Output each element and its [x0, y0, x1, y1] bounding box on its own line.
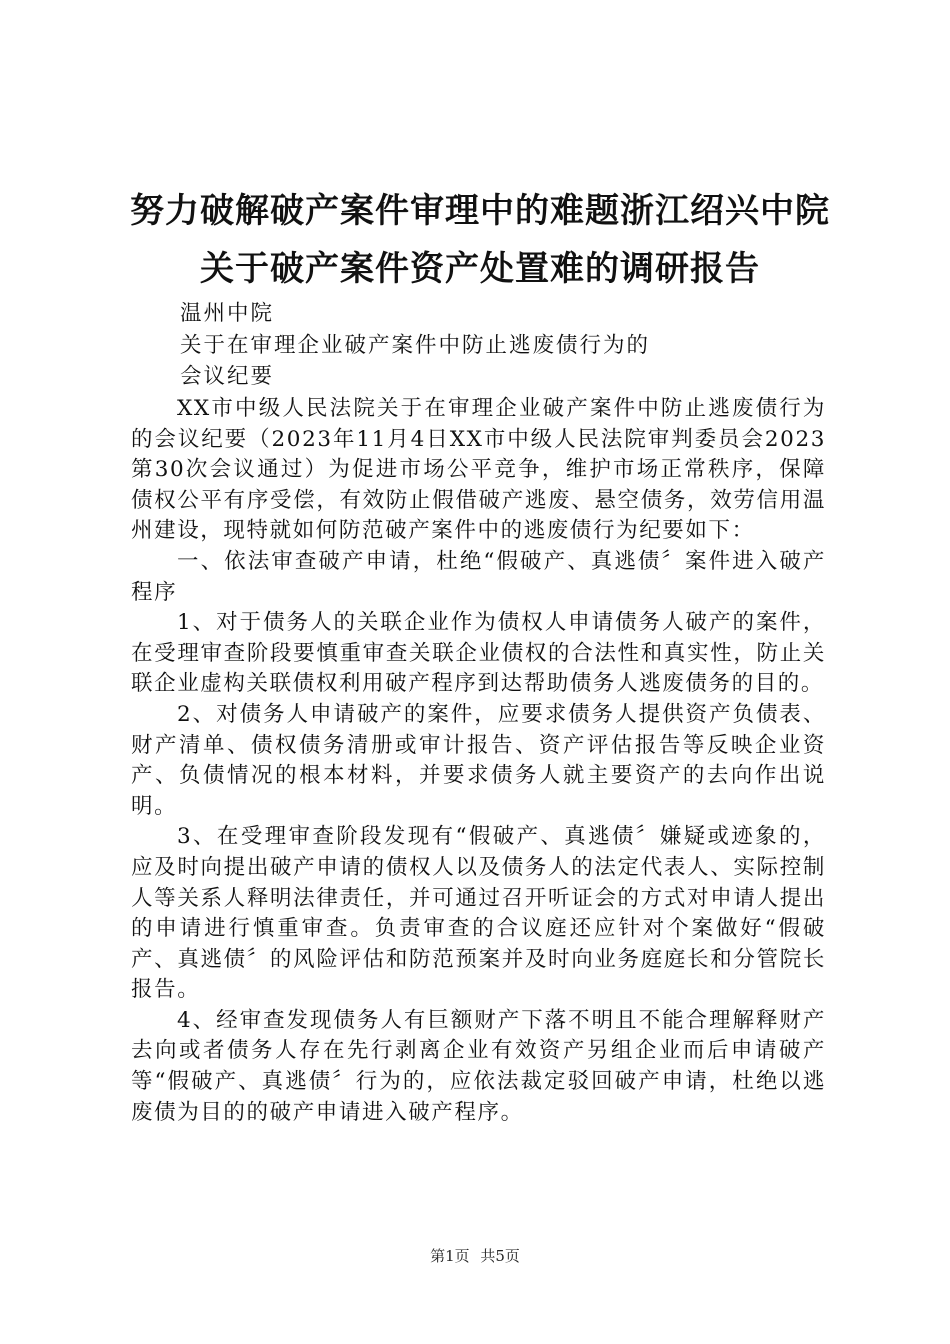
page-footer — [0, 1245, 950, 1266]
document-title-line-1: 努力破解破产案件审理中的难题浙江绍兴中院 — [130, 191, 830, 231]
document-body — [131, 394, 826, 1128]
paragraph-item-1: 1、对于债务人的关联企业作为债权人申请债务人破产的案件，在受理审查阶段要慎重审查关联企业债权的合法性和真实性，防止关联企业虚构关联债权利用破产程序到达帮助债务人逃废债务的目的。 — [131, 610, 826, 697]
paragraph-intro: XX市中级人民法院关于在审理企业破产案件中防止逃废债行为的会议纪要（2023年11月4日XX市中级人民法院审判委员会2023第30次会议通过）为促进市场公平竞争，维护市场正常秩序，保障债权公平有序受偿，有效防止假借破产逃废、悬空债务，效劳信用温州建设，现特就如何防范破产案件中的逃废债行为纪要如下： — [131, 396, 826, 544]
paragraph-item-2: 2、对债务人申请破产的案件，应要求债务人提供资产负债表、财产清单、债权债务清册或审计报告、资产评估报告等反映企业资产、负债情况的根本材料，并要求债务人就主要资产的去向作出说明。 — [131, 701, 826, 819]
paragraph-item-4: 4、经审查发现债务人有巨额财产下落不明且不能合理解释财产去向或者债务人存在先行剥离企业有效资产另组企业而后申请破产等“假破产、真逃债〞行为的，应依法裁定驳回破产申请，杜绝以逃废债为目的的破产申请进入破产程序。 — [131, 1007, 826, 1125]
court-name: 温州中院 — [180, 301, 275, 326]
paragraph-section-heading: 一、依法审查破产申请，杜绝“假破产、真逃债〞案件进入破产程序 — [131, 548, 826, 605]
page-total: 共5页 — [480, 1247, 520, 1265]
subject-line-2: 会议纪要 — [180, 364, 275, 389]
subject-line-1: 关于在审理企业破产案件中防止逃废债行为的 — [180, 333, 651, 358]
document-title-line-2: 关于破产案件资产处置难的调研报告 — [200, 249, 760, 289]
page-number: 第1页 — [430, 1247, 470, 1265]
paragraph-item-3: 3、在受理审查阶段发现有“假破产、真逃债〞嫌疑或迹象的，应及时向提出破产申请的债权人以及债务人的法定代表人、实际控制人等关系人释明法律责任，并可通过召开听证会的方式对申请人提出的申请进行慎重审查。负责审查的合议庭还应针对个案做好“假破产、真逃债〞的风险评估和防范预案并及时向业务庭庭长和分管院长报告。 — [131, 824, 826, 1003]
